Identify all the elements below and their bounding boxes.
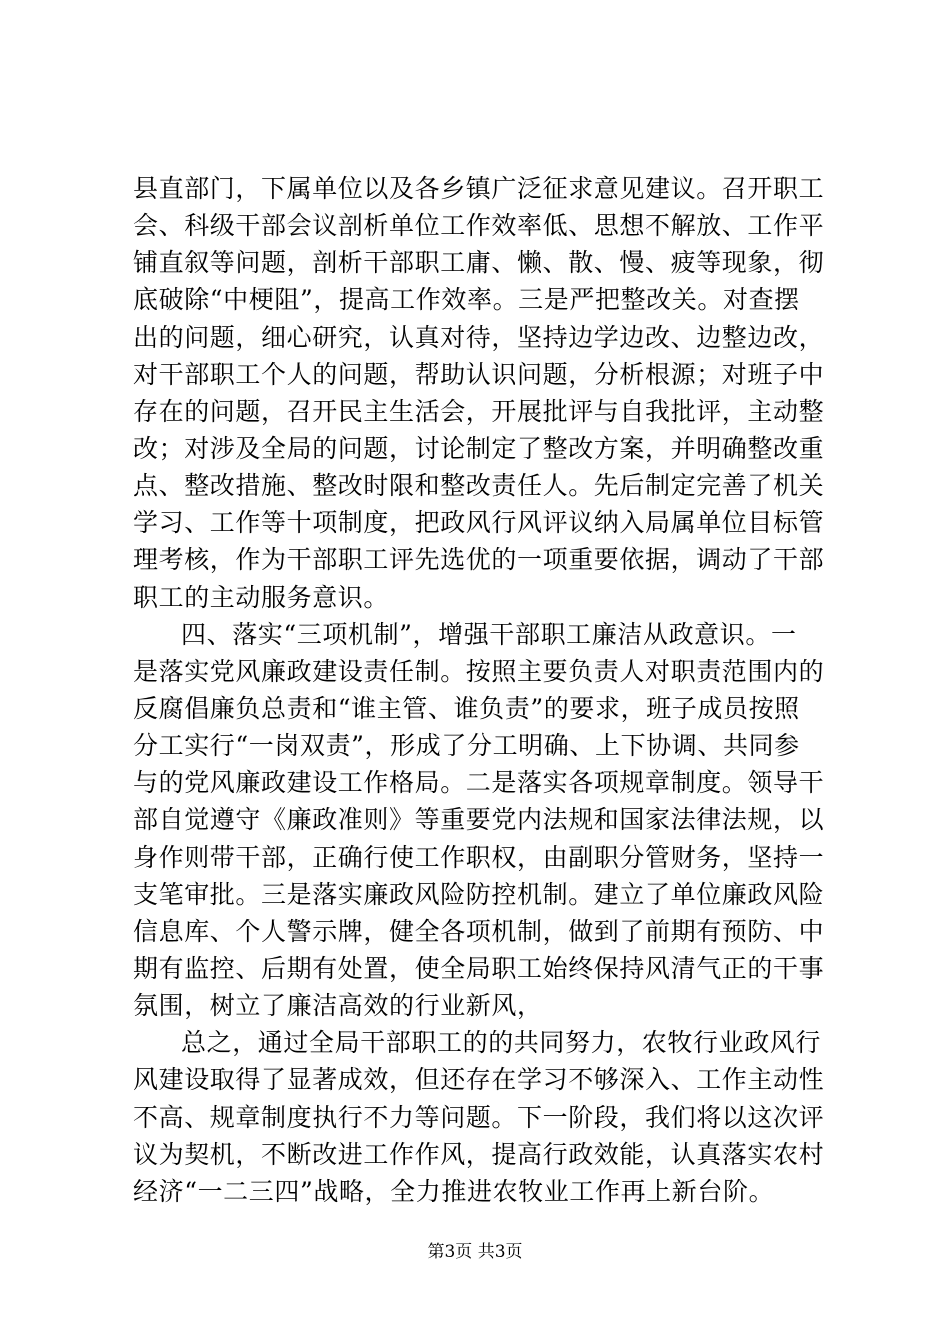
text-line: 部自觉遵守《廉政准则》等重要党内法规和国家法律法规，以: [133, 805, 825, 835]
text-line: 铺直叙等问题，剖析干部职工庸、懒、散、慢、疲等现象，彻: [133, 248, 825, 278]
text-line: 信息库、个人警示牌，健全各项机制，做到了前期有预防、中: [133, 916, 825, 946]
text-line: 存在的问题，召开民主生活会，开展批评与自我批评，主动整: [133, 396, 825, 426]
text-line: 议为契机，不断改进工作作风，提高行政效能，认真落实农村: [133, 1139, 825, 1169]
text-line: 不高、规章制度执行不力等问题。下一阶段，我们将以这次评: [133, 1102, 825, 1132]
text-line: 分工实行“一岗双责”，形成了分工明确、上下协调、共同参: [133, 731, 800, 761]
text-line: 期有监控、后期有处置，使全局职工始终保持风清气正的干事: [133, 953, 825, 983]
text-line: 反腐倡廉负总责和“谁主管、谁负责”的要求，班子成员按照: [133, 693, 800, 723]
text-line: 经济“一二三四”战略，全力推进农牧业工作再上新台阶。: [133, 1176, 775, 1206]
text-line: 身作则带干部，正确行使工作职权，由副职分管财务，坚持一: [133, 842, 825, 872]
text-line: 与的党风廉政建设工作格局。二是落实各项规章制度。领导干: [133, 768, 825, 798]
text-line: 底破除“中梗阻”，提高工作效率。三是严把整改关。对查摆: [133, 285, 800, 315]
text-line: 对干部职工个人的问题，帮助认识问题，分析根源；对班子中: [133, 359, 825, 389]
text-line: 县直部门，下属单位以及各乡镇广泛征求意见建议。召开职工: [133, 174, 825, 203]
text-line: 总之，通过全局干部职工的的共同努力，农牧行业政风行: [181, 1028, 822, 1058]
text-line: 支笔审批。三是落实廉政风险防控机制。建立了单位廉政风险: [133, 879, 825, 909]
text-line: 风建设取得了显著成效，但还存在学习不够深入、工作主动性: [133, 1065, 825, 1095]
text-line: 学习、工作等十项制度，把政风行风评议纳入局属单位目标管: [133, 508, 825, 538]
text-line: 会、科级干部会议剖析单位工作效率低、思想不解放、工作平: [133, 211, 825, 241]
text-line: 四、落实“三项机制”，增强干部职工廉洁从政意识。一: [181, 619, 797, 649]
text-line: 是落实党风廉政建设责任制。按照主要负责人对职责范围内的: [133, 656, 825, 686]
document-body: [133, 170, 823, 1210]
text-line: 点、整改措施、整改时限和整改责任人。先后制定完善了机关: [133, 471, 825, 501]
text-line: 氛围，树立了廉洁高效的行业新风，: [133, 991, 543, 1021]
text-line: 职工的主动服务意识。: [133, 582, 390, 612]
page-footer: 第3页 共3页: [427, 1242, 523, 1262]
text-line: 改；对涉及全局的问题，讨论制定了整改方案，并明确整改重: [133, 433, 825, 463]
text-line: 理考核，作为干部职工评先选优的一项重要依据，调动了干部: [133, 545, 825, 575]
text-line: 出的问题，细心研究，认真对待，坚持边学边改、边整边改，: [133, 322, 825, 352]
